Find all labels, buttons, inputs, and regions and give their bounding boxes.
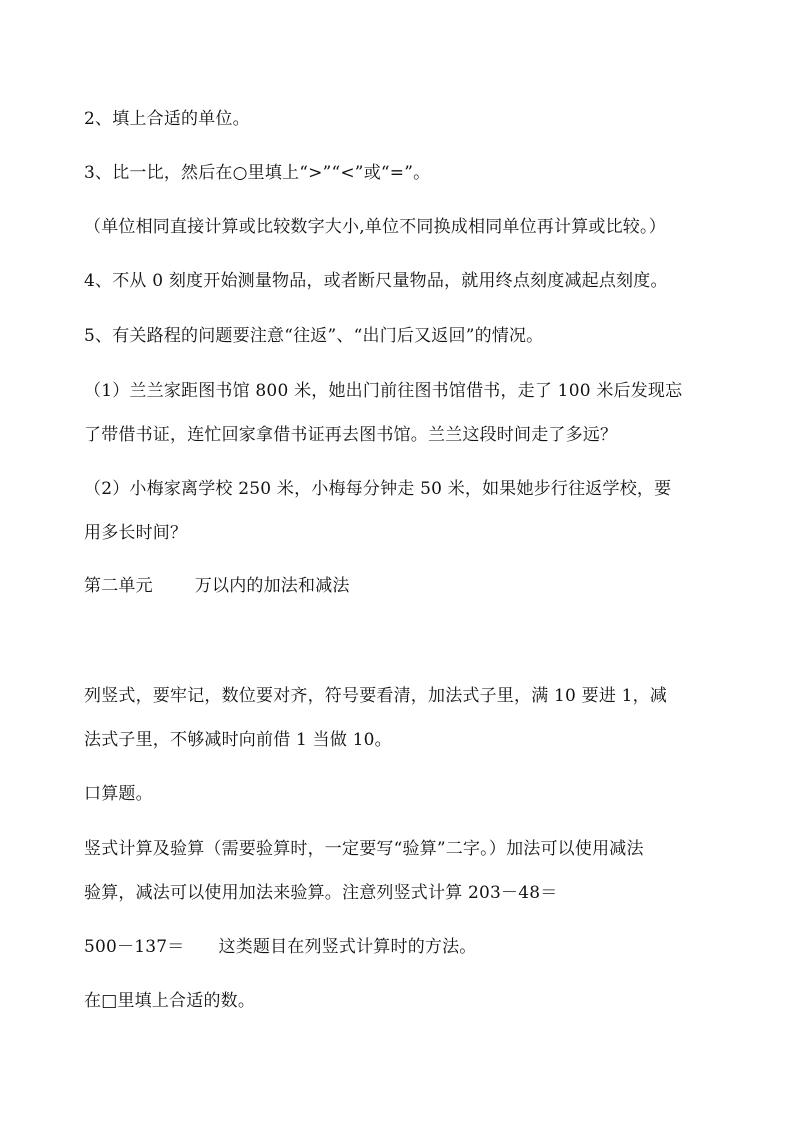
vertical-rule-line-2: 法式子里，不够减时向前借 1 当做 10。 <box>84 730 392 750</box>
formula-expression: 500－137＝ <box>84 937 185 957</box>
item-2-text: 2、填上合适的单位。 <box>84 109 250 129</box>
item-4-text: 4、不从 0 刻度开始测量物品，或者断尺量物品，就用终点刻度减起点刻度。 <box>84 271 668 291</box>
item-3-text: 3、比一比，然后在○里填上“>”“<”或“=”。 <box>84 163 431 183</box>
check-line-2: 验算，减法可以使用加法来验算。注意列竖式计算 203－48＝ <box>84 883 558 903</box>
mental-calculation-text: 口算题。 <box>84 784 153 804</box>
check-line-1: 竖式计算及验算（需要验算时，一定要写“验算”二字。）加法可以使用减法 <box>84 839 644 859</box>
formula-line <box>84 935 477 959</box>
item-5-text: 5、有关路程的问题要注意“往返”、“出门后又返回”的情况。 <box>84 326 544 346</box>
question-2-line-2: 用多长时间？ <box>84 523 188 543</box>
question-1-line-1: （1）兰兰家距图书馆 800 米，她出门前往图书馆借书，走了 100 米后发现忘 <box>84 381 683 401</box>
unit-number: 第二单元 <box>84 576 153 596</box>
unit-heading <box>84 574 350 598</box>
unit-title: 万以内的加法和减法 <box>194 576 350 596</box>
question-1-line-2: 了带借书证，连忙回家拿借书证再去图书馆。兰兰这段时间走了多远？ <box>84 425 618 445</box>
fill-box-text: 在□里填上合适的数。 <box>84 991 256 1011</box>
question-2-line-1: （2）小梅家离学校 250 米，小梅每分钟走 50 米，如果她步行往返学校，要 <box>84 479 672 499</box>
vertical-rule-line-1: 列竖式，要牢记，数位要对齐，符号要看清，加法式子里，满 10 要进 1，减 <box>84 686 668 706</box>
formula-note: 这类题目在列竖式计算时的方法。 <box>218 937 477 957</box>
item-3-note: （单位相同直接计算或比较数字大小,单位不同换成相同单位再计算或比较。） <box>84 217 666 237</box>
